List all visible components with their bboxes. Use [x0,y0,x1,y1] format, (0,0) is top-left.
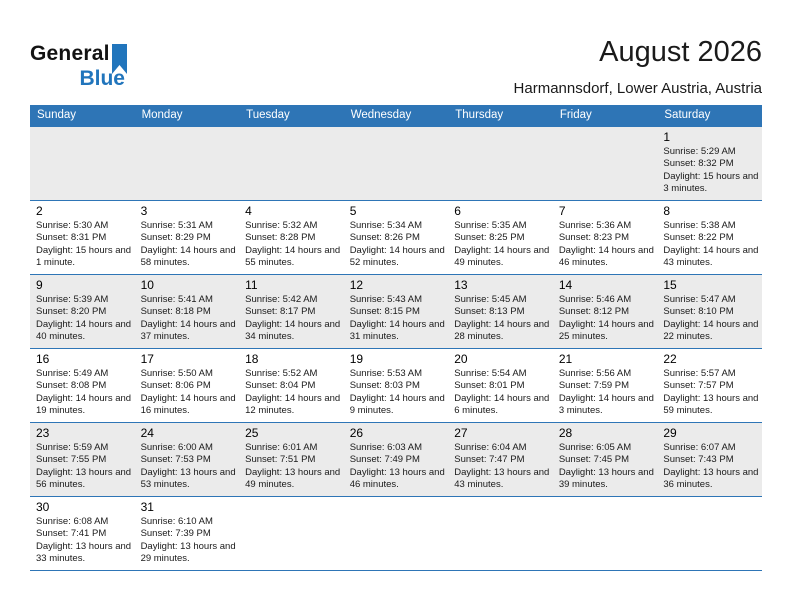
day-cell [239,200,344,274]
sunrise-text: Sunrise: 5:50 AM [140,367,213,379]
week-row [30,200,762,274]
sunrise-text: Sunrise: 5:54 AM [454,367,527,379]
sunrise-text: Sunrise: 6:08 AM [36,515,109,527]
day-cell [239,274,344,348]
day-number: 9 [36,277,43,292]
day-number: 11 [245,277,258,292]
day-cell [135,422,240,496]
day-number: 15 [663,277,677,292]
sunrise-text: Sunrise: 5:52 AM [245,367,318,379]
day-cell [30,274,135,348]
day-cell [30,496,135,570]
day-number: 30 [36,499,50,514]
day-number: 25 [245,425,259,440]
day-number: 22 [663,351,677,366]
sunrise-text: Sunrise: 6:04 AM [454,441,527,453]
day-cell [135,274,240,348]
day-number: 31 [140,499,154,514]
daylight-text: Daylight: 14 hours and 6 minutes. [454,392,550,416]
sunset-text: Sunset: 8:22 PM [663,232,734,243]
sunrise-text: Sunrise: 6:10 AM [140,515,213,527]
month-title: August 2026 [599,36,762,68]
day-cell [344,274,449,348]
sunrise-text: Sunrise: 6:01 AM [245,441,318,453]
sunrise-text: Sunrise: 5:46 AM [558,293,632,305]
day-number: 8 [663,203,671,218]
day-number: 5 [349,203,357,218]
sunset-text: Sunset: 8:26 PM [349,232,420,243]
day-cell [135,496,240,570]
week-row [30,422,762,496]
day-cell [657,200,762,274]
day-number: 18 [245,351,259,366]
day-cell [553,274,658,348]
sunrise-text: Sunrise: 5:49 AM [36,367,109,379]
empty-day-cell [448,126,553,200]
daylight-text: Daylight: 14 hours and 49 minutes. [454,244,550,268]
sunrise-text: Sunrise: 5:45 AM [454,293,527,305]
day-cell [448,422,553,496]
sunrise-text: Sunrise: 5:59 AM [36,441,109,453]
day-cell [553,200,658,274]
daylight-text: Daylight: 13 hours and 39 minutes. [558,466,654,490]
daylight-text: Daylight: 14 hours and 28 minutes. [454,318,550,342]
day-cell [657,126,762,200]
day-number: 12 [349,277,364,292]
day-number: 28 [558,425,573,440]
daylight-text: Daylight: 14 hours and 40 minutes. [36,318,132,342]
day-number: 23 [36,425,50,440]
sunset-text: Sunset: 8:23 PM [558,232,630,243]
day-cell [448,274,553,348]
daylight-text: Daylight: 13 hours and 59 minutes. [663,392,759,416]
daylight-text: Daylight: 13 hours and 36 minutes. [663,466,759,490]
daylight-text: Daylight: 13 hours and 29 minutes. [140,540,236,564]
empty-day-cell [657,496,762,570]
daylight-text: Daylight: 14 hours and 37 minutes. [140,318,236,342]
week-row [30,496,762,570]
day-number: 19 [349,351,364,366]
daylight-text: Daylight: 14 hours and 46 minutes. [558,244,654,268]
daylight-text: Daylight: 13 hours and 49 minutes. [245,466,341,490]
empty-day-cell [553,126,658,200]
empty-day-cell [30,126,135,200]
sunrise-text: Sunrise: 5:32 AM [245,219,318,231]
day-number: 29 [663,425,677,440]
day-cell [239,422,344,496]
daylight-text: Daylight: 14 hours and 19 minutes. [36,392,132,416]
day-cell [135,200,240,274]
calendar-body [30,126,762,570]
sunset-text: Sunset: 7:59 PM [558,380,630,391]
day-number: 14 [558,277,573,292]
daylight-text: Daylight: 14 hours and 22 minutes. [663,318,759,342]
empty-day-cell [239,126,344,200]
daylight-text: Daylight: 13 hours and 33 minutes. [36,540,132,564]
sunrise-text: Sunrise: 5:41 AM [140,293,213,305]
day-cell [344,348,449,422]
day-number: 21 [558,351,573,366]
calendar-table [30,105,762,571]
day-number: 24 [140,425,154,440]
daylight-text: Daylight: 14 hours and 25 minutes. [558,318,654,342]
sunset-text: Sunset: 8:18 PM [140,306,211,317]
daylight-text: Daylight: 13 hours and 53 minutes. [140,466,236,490]
daylight-text: Daylight: 15 hours and 3 minutes. [663,170,759,194]
sunset-text: Sunset: 7:57 PM [663,380,734,391]
day-cell [448,348,553,422]
sunrise-text: Sunrise: 5:29 AM [663,145,736,157]
day-cell [448,200,553,274]
weekday-header-tuesday: Tuesday [239,105,344,126]
week-row [30,348,762,422]
sunset-text: Sunset: 7:49 PM [349,454,420,465]
daylight-text: Daylight: 14 hours and 55 minutes. [245,244,341,268]
sunrise-text: Sunrise: 5:34 AM [349,219,423,231]
day-cell [30,200,135,274]
sunset-text: Sunset: 8:01 PM [454,380,525,391]
logo-text-blue: Blue [79,67,125,90]
sunrise-text: Sunrise: 5:57 AM [663,367,736,379]
daylight-text: Daylight: 14 hours and 58 minutes. [140,244,236,268]
sunrise-text: Sunrise: 5:53 AM [349,367,423,379]
sunset-text: Sunset: 8:10 PM [663,306,734,317]
day-number: 27 [454,425,468,440]
logo-text-general: General [30,42,110,65]
sunrise-text: Sunrise: 5:35 AM [454,219,527,231]
sunset-text: Sunset: 7:51 PM [245,454,316,465]
sunrise-text: Sunrise: 6:03 AM [349,441,423,453]
sunrise-text: Sunrise: 5:39 AM [36,293,109,305]
daylight-text: Daylight: 14 hours and 52 minutes. [349,244,445,268]
empty-day-cell [553,496,658,570]
general-blue-logo [30,42,142,91]
day-cell [344,200,449,274]
sunset-text: Sunset: 8:03 PM [349,380,420,391]
sunset-text: Sunset: 7:41 PM [36,528,107,539]
week-row [30,274,762,348]
daylight-text: Daylight: 13 hours and 43 minutes. [454,466,550,490]
daylight-text: Daylight: 14 hours and 9 minutes. [349,392,445,416]
sunset-text: Sunset: 8:08 PM [36,380,107,391]
empty-day-cell [135,126,240,200]
sunrise-text: Sunrise: 5:31 AM [140,219,213,231]
week-row [30,126,762,200]
sunrise-text: Sunrise: 5:38 AM [663,219,736,231]
sunset-text: Sunset: 8:17 PM [245,306,316,317]
weekday-header-monday: Monday [135,105,240,126]
day-cell [30,422,135,496]
sunrise-text: Sunrise: 5:30 AM [36,219,109,231]
sunset-text: Sunset: 7:39 PM [140,528,211,539]
day-number: 1 [663,129,671,144]
sunset-text: Sunset: 8:15 PM [349,306,420,317]
empty-day-cell [344,496,449,570]
empty-day-cell [344,126,449,200]
sunrise-text: Sunrise: 5:47 AM [663,293,736,305]
sunset-text: Sunset: 7:45 PM [558,454,630,465]
sunset-text: Sunset: 8:32 PM [663,158,734,169]
sunset-text: Sunset: 7:47 PM [454,454,525,465]
daylight-text: Daylight: 14 hours and 12 minutes. [245,392,341,416]
day-cell [135,348,240,422]
day-cell [30,348,135,422]
daylight-text: Daylight: 13 hours and 56 minutes. [36,466,132,490]
day-cell [553,422,658,496]
sunset-text: Sunset: 8:06 PM [140,380,211,391]
sunset-text: Sunset: 8:20 PM [36,306,107,317]
sunset-text: Sunset: 8:04 PM [245,380,316,391]
day-cell [553,348,658,422]
day-number: 2 [36,203,43,218]
day-number: 4 [245,203,252,218]
daylight-text: Daylight: 15 hours and 1 minute. [36,244,132,268]
empty-day-cell [448,496,553,570]
location-subtitle: Harmannsdorf, Lower Austria, Austria [513,80,762,97]
day-cell [344,422,449,496]
daylight-text: Daylight: 13 hours and 46 minutes. [349,466,445,490]
daylight-text: Daylight: 14 hours and 43 minutes. [663,244,759,268]
daylight-text: Daylight: 14 hours and 16 minutes. [140,392,236,416]
daylight-text: Daylight: 14 hours and 3 minutes. [558,392,654,416]
sunset-text: Sunset: 8:29 PM [140,232,211,243]
sunrise-text: Sunrise: 5:56 AM [558,367,632,379]
day-number: 20 [454,351,468,366]
sunset-text: Sunset: 7:55 PM [36,454,107,465]
empty-day-cell [239,496,344,570]
day-number: 13 [454,277,468,292]
day-number: 26 [349,425,364,440]
sunrise-text: Sunrise: 6:00 AM [140,441,213,453]
weekday-header-sunday: Sunday [30,105,135,126]
day-number: 6 [454,203,461,218]
day-number: 17 [140,351,154,366]
sunset-text: Sunset: 8:25 PM [454,232,525,243]
day-number: 10 [140,277,154,292]
day-number: 3 [140,203,148,218]
sunrise-text: Sunrise: 5:42 AM [245,293,318,305]
sunset-text: Sunset: 8:12 PM [558,306,630,317]
weekday-header-saturday: Saturday [657,105,762,126]
sunrise-text: Sunrise: 6:07 AM [663,441,736,453]
day-number: 16 [36,351,50,366]
day-cell [657,274,762,348]
sunrise-text: Sunrise: 5:43 AM [349,293,423,305]
sunset-text: Sunset: 8:31 PM [36,232,107,243]
weekday-header-row [30,105,762,126]
day-cell [239,348,344,422]
daylight-text: Daylight: 14 hours and 31 minutes. [349,318,445,342]
day-cell [657,422,762,496]
day-number: 7 [558,203,566,218]
sunset-text: Sunset: 7:43 PM [663,454,734,465]
sunset-text: Sunset: 8:28 PM [245,232,316,243]
sunrise-text: Sunrise: 6:05 AM [558,441,632,453]
day-cell [657,348,762,422]
sunrise-text: Sunrise: 5:36 AM [558,219,632,231]
sunset-text: Sunset: 8:13 PM [454,306,525,317]
weekday-header-friday: Friday [553,105,658,126]
weekday-header-wednesday: Wednesday [344,105,449,126]
daylight-text: Daylight: 14 hours and 34 minutes. [245,318,341,342]
weekday-header-thursday: Thursday [448,105,553,126]
sunset-text: Sunset: 7:53 PM [140,454,211,465]
